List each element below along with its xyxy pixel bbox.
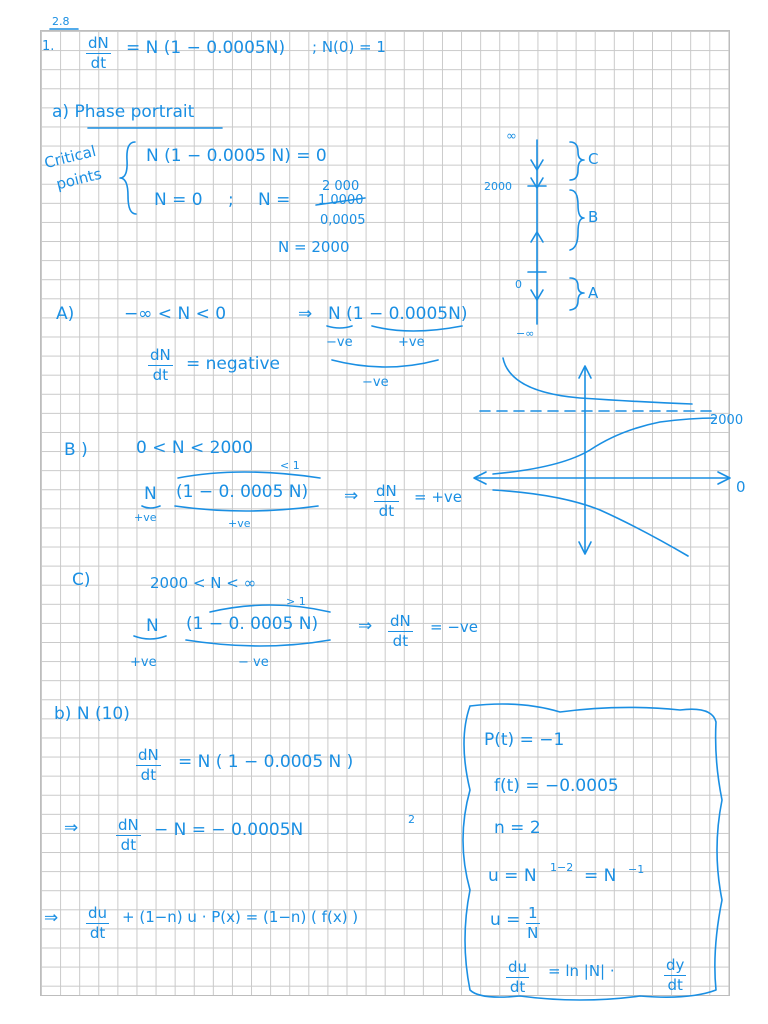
case-c-expression: (1 − 0. 0005 N) (186, 614, 319, 634)
region-b-label: B (588, 208, 599, 226)
case-a-sign1: −ve (326, 335, 353, 350)
part-b-derivative-3 (86, 906, 109, 941)
graph-label-0: 0 (736, 478, 746, 496)
main-equation-rhs: = N (1 − 0.0005N) (126, 38, 286, 58)
section-number: 2.8 (52, 15, 70, 28)
fraction-denominator: 0,0005 (320, 213, 366, 228)
case-c-sign2: − ve (238, 655, 269, 670)
box-u1-exponent: 1−2 (550, 861, 574, 874)
box-u2: u = (490, 910, 521, 930)
case-a-result: = negative (186, 354, 280, 374)
critical-points-brace (120, 142, 136, 214)
part-a-heading: a) Phase portrait (52, 102, 195, 122)
part-b-heading: b) N (10) (54, 704, 130, 724)
box-p: P(t) = −1 (484, 730, 565, 750)
phase-top-label: ∞ (506, 129, 517, 144)
box-du-dt (506, 960, 529, 995)
phase-bottom-label: −∞ (516, 327, 535, 340)
case-a-deriv-den: dt (152, 366, 169, 384)
brace-c (570, 142, 584, 180)
case-c-derivative (388, 614, 413, 649)
region-a-label: A (588, 284, 599, 302)
case-b-n: N (144, 484, 157, 504)
part-b-line3-implies: ⇒ (44, 908, 59, 928)
underbrace-expr-a (372, 326, 462, 331)
brace-a (570, 278, 584, 310)
part-b-line2-rhs: − N = − 0.0005N (154, 820, 304, 840)
critical-eq: N (1 − 0.0005 N) = 0 (146, 146, 327, 166)
case-a-sign-total: −ve (362, 375, 389, 390)
phase-0-label: 0 (515, 278, 522, 291)
curve-above (503, 358, 692, 404)
underbrace-expr-c (186, 640, 330, 646)
part-b-line2-implies: ⇒ (64, 818, 79, 838)
case-c-n: N (146, 616, 159, 636)
region-c-label: C (588, 150, 599, 168)
case-c-implies: ⇒ (358, 616, 373, 636)
box-du-den: dt (509, 978, 526, 996)
case-a-range: −∞ < N < 0 (124, 304, 227, 324)
part-b-line2-exponent: 2 (408, 813, 415, 826)
points-label: points (54, 164, 104, 194)
box-u1: u = N (488, 866, 537, 886)
curve-between (493, 418, 716, 474)
part-b-deriv1-num: dN (138, 746, 159, 764)
case-b-expression: (1 − 0. 0005 N) (176, 482, 309, 502)
initial-condition: ; N(0) = 1 (312, 38, 386, 56)
box-n: n = 2 (494, 818, 541, 838)
case-c-range: 2000 < N < ∞ (150, 574, 257, 592)
case-b-implies: ⇒ (344, 486, 359, 506)
part-b-deriv3-den: dt (89, 924, 106, 942)
case-a-label: A) (56, 304, 75, 324)
case-b-derivative (374, 484, 399, 519)
part-b-deriv2-den: dt (120, 836, 137, 854)
case-b-result: = +ve (414, 488, 463, 506)
underbrace-n-b (142, 506, 160, 508)
main-derivative-num: dN (88, 34, 109, 52)
overbrace-c (210, 605, 330, 612)
case-a-implies: ⇒ (298, 304, 313, 324)
critical-sep: ; (228, 190, 234, 210)
case-b-label: B ) (64, 440, 88, 460)
box-dy-num: dy (666, 956, 685, 974)
box-u2-fraction (526, 906, 540, 941)
problem-number: 1. (42, 39, 55, 54)
critical-n0: N = 0 (154, 190, 203, 210)
critical-result: N = 2000 (278, 238, 350, 256)
underbrace-n-c (134, 636, 166, 639)
graph-label-2000: 2000 (710, 413, 744, 428)
curve-below (493, 490, 688, 556)
main-derivative (86, 36, 111, 71)
case-a-sign2: +ve (398, 335, 425, 350)
box-du-rhs: = ln |N| · (548, 962, 615, 980)
box-u1-rhs-exponent: −1 (628, 863, 645, 876)
box-u2-den: N (527, 924, 539, 942)
case-b-deriv-den: dt (378, 502, 395, 520)
brace-b (570, 190, 584, 250)
fraction-numerator: 2 000 (322, 179, 360, 194)
box-dy-den: dt (667, 976, 683, 994)
case-b-sign2: +ve (228, 517, 251, 530)
box-du-num: du (508, 958, 528, 976)
case-c-result: = −ve (430, 618, 479, 636)
part-b-deriv3-num: du (88, 904, 108, 922)
case-c-note: > 1 (286, 595, 306, 608)
case-a-deriv-num: dN (150, 346, 171, 364)
case-c-deriv-num: dN (390, 612, 411, 630)
part-b-derivative-1 (136, 748, 161, 783)
main-derivative-den: dt (90, 54, 107, 72)
case-c-deriv-den: dt (392, 632, 409, 650)
underbrace-expr-b (175, 506, 318, 511)
case-b-deriv-num: dN (376, 482, 397, 500)
underbrace-total-a (332, 360, 438, 367)
case-a-derivative (148, 348, 173, 383)
part-b-derivative-2 (116, 818, 141, 853)
case-a-expression: N (1 − 0.0005N) (328, 304, 468, 324)
part-b-line3-rhs: + (1−n) u · P(x) = (1−n) ( f(x) ) (122, 908, 359, 926)
case-c-label: C) (72, 570, 91, 590)
critical-label: Critical (42, 141, 98, 173)
box-u2-num: 1 (528, 904, 538, 922)
case-b-note: < 1 (280, 459, 300, 472)
box-dy-dt (664, 958, 686, 993)
underbrace-n-a (327, 326, 352, 328)
case-b-range: 0 < N < 2000 (136, 438, 253, 458)
part-b-line1-rhs: = N ( 1 − 0.0005 N ) (178, 752, 354, 772)
overbrace-b (178, 472, 320, 478)
box-u1-rhs: = N (584, 866, 617, 886)
phase-2000-label: 2000 (484, 180, 512, 193)
case-c-sign1: +ve (130, 655, 157, 670)
fraction-numerator-crossed: 1 0000 (318, 193, 364, 208)
box-f: f(t) = −0.0005 (494, 776, 619, 796)
case-b-sign1: +ve (134, 511, 157, 524)
part-b-deriv1-den: dt (140, 766, 157, 784)
part-b-deriv2-num: dN (118, 816, 139, 834)
critical-n-eq: N = (258, 190, 291, 210)
